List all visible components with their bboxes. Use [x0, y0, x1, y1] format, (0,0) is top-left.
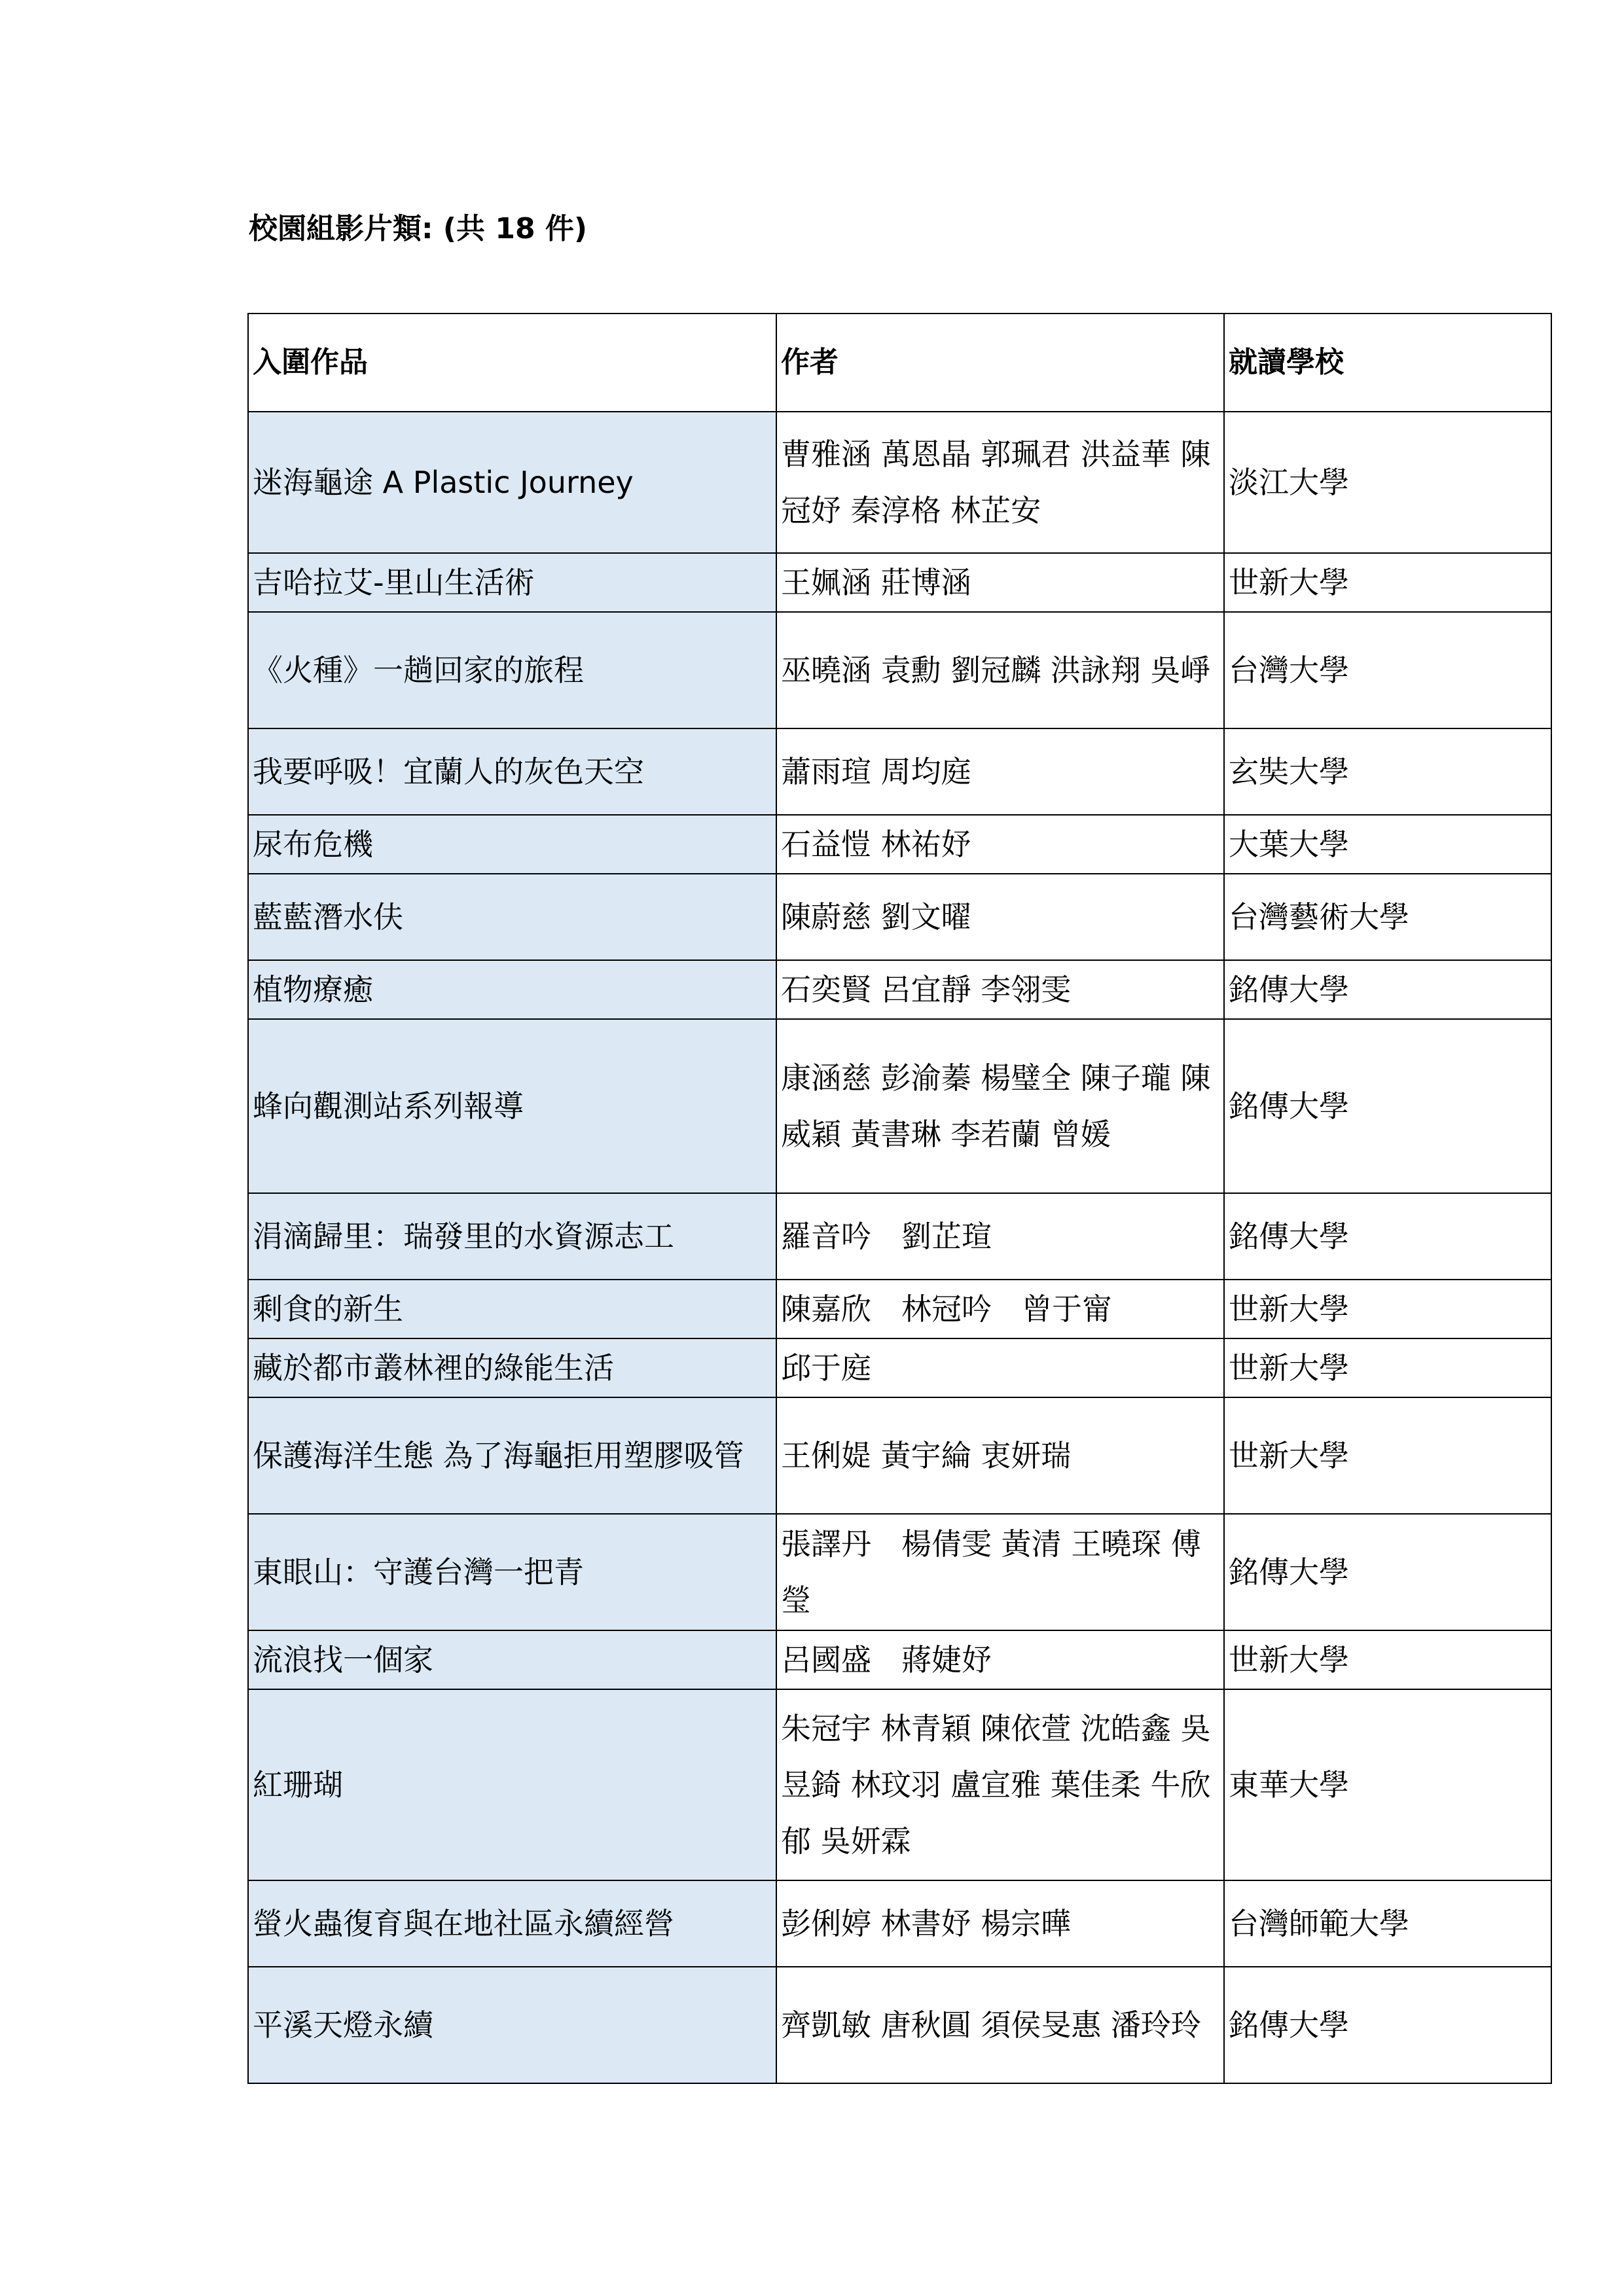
school-cell: 台灣師範大學 [1224, 1880, 1551, 1967]
header-school: 就讀學校 [1224, 314, 1551, 412]
table-row [248, 1689, 1551, 1880]
work-title-cell: 尿布危機 [248, 815, 776, 874]
work-title-cell: 吉哈拉艾-里山生活術 [248, 553, 776, 612]
school-cell: 東華大學 [1224, 1689, 1551, 1880]
authors-cell: 陳蔚慈 劉文曜 [776, 874, 1224, 960]
table-row [248, 612, 1551, 728]
table-body [248, 412, 1551, 2083]
work-title-cell: 保護海洋生態 為了海龜拒用塑膠吸管 [248, 1397, 776, 1514]
table-row [248, 553, 1551, 612]
table-row [248, 1019, 1551, 1193]
school-cell: 世新大學 [1224, 1397, 1551, 1514]
authors-cell: 巫曉涵 袁勳 劉冠麟 洪詠翔 吳崢 [776, 612, 1224, 728]
work-title-cell: 我要呼吸！宜蘭人的灰色天空 [248, 728, 776, 815]
authors-cell: 王姵涵 莊博涵 [776, 553, 1224, 612]
school-cell: 大葉大學 [1224, 815, 1551, 874]
table-row [248, 1630, 1551, 1689]
authors-cell: 石奕賢 呂宜靜 李翎雯 [776, 960, 1224, 1019]
work-title-cell: 《火種》一趟回家的旅程 [248, 612, 776, 728]
school-cell: 銘傳大學 [1224, 960, 1551, 1019]
table-row [248, 1397, 1551, 1514]
table-row [248, 1514, 1551, 1630]
page-heading: 校園組影片類: (共 18 件) [249, 212, 587, 245]
table-header-row [248, 314, 1551, 412]
header-work: 入圍作品 [248, 314, 776, 412]
school-cell: 台灣藝術大學 [1224, 874, 1551, 960]
authors-cell: 呂國盛 蔣婕妤 [776, 1630, 1224, 1689]
table-row [248, 960, 1551, 1019]
school-cell: 銘傳大學 [1224, 1193, 1551, 1280]
authors-cell: 齊凱敏 唐秋圓 須侯旻惠 潘玲玲 [776, 1967, 1224, 2083]
work-title-cell: 螢火蟲復育與在地社區永續經營 [248, 1880, 776, 1967]
table-row [248, 1967, 1551, 2083]
table-row [248, 412, 1551, 553]
table-row [248, 1280, 1551, 1338]
authors-cell: 王俐媞 黃宇綸 衷妍瑞 [776, 1397, 1224, 1514]
authors-cell: 張譯丹 楊倩雯 黃清 王曉琛 傅瑩 [776, 1514, 1224, 1630]
table-row [248, 874, 1551, 960]
work-title-cell: 東眼山：守護台灣一把青 [248, 1514, 776, 1630]
school-cell: 銘傳大學 [1224, 1019, 1551, 1193]
work-title-cell: 植物療癒 [248, 960, 776, 1019]
authors-cell: 朱冠宇 林青穎 陳依萱 沈皓鑫 吳昱錡 林玟羽 盧宣雅 葉佳柔 牛欣郁 吳妍霖 [776, 1689, 1224, 1880]
authors-cell: 彭俐婷 林書妤 楊宗曄 [776, 1880, 1224, 1967]
table-row [248, 815, 1551, 874]
school-cell: 世新大學 [1224, 1630, 1551, 1689]
school-cell: 世新大學 [1224, 553, 1551, 612]
header-authors: 作者 [776, 314, 1224, 412]
school-cell: 淡江大學 [1224, 412, 1551, 553]
authors-cell: 羅音吟 劉芷瑄 [776, 1193, 1224, 1280]
school-cell: 銘傳大學 [1224, 1967, 1551, 2083]
authors-cell: 陳嘉欣 林冠吟 曾于甯 [776, 1280, 1224, 1338]
work-title-cell: 涓滴歸里：瑞發里的水資源志工 [248, 1193, 776, 1280]
school-cell: 銘傳大學 [1224, 1514, 1551, 1630]
school-cell: 世新大學 [1224, 1338, 1551, 1397]
authors-cell: 曹雅涵 萬恩晶 郭珮君 洪益華 陳冠妤 秦淳格 林芷安 [776, 412, 1224, 553]
work-title-cell: 迷海龜途 A Plastic Journey [248, 412, 776, 553]
work-title-cell: 紅珊瑚 [248, 1689, 776, 1880]
table-row [248, 1880, 1551, 1967]
work-title-cell: 蜂向觀測站系列報導 [248, 1019, 776, 1193]
table-row [248, 728, 1551, 815]
authors-cell: 邱于庭 [776, 1338, 1224, 1397]
work-title-cell: 藏於都市叢林裡的綠能生活 [248, 1338, 776, 1397]
school-cell: 台灣大學 [1224, 612, 1551, 728]
work-title-cell: 剩食的新生 [248, 1280, 776, 1338]
authors-cell: 蕭雨瑄 周均庭 [776, 728, 1224, 815]
school-cell: 世新大學 [1224, 1280, 1551, 1338]
table-row [248, 1193, 1551, 1280]
authors-cell: 康涵慈 彭渝蓁 楊璧全 陳子瓏 陳威穎 黃書琳 李若蘭 曾媛 [776, 1019, 1224, 1193]
table-row [248, 1338, 1551, 1397]
authors-cell: 石益愷 林祐妤 [776, 815, 1224, 874]
work-title-cell: 平溪天燈永續 [248, 1967, 776, 2083]
work-title-cell: 藍藍潛水伕 [248, 874, 776, 960]
work-title-cell: 流浪找一個家 [248, 1630, 776, 1689]
school-cell: 玄奘大學 [1224, 728, 1551, 815]
entries-table [247, 313, 1552, 2084]
